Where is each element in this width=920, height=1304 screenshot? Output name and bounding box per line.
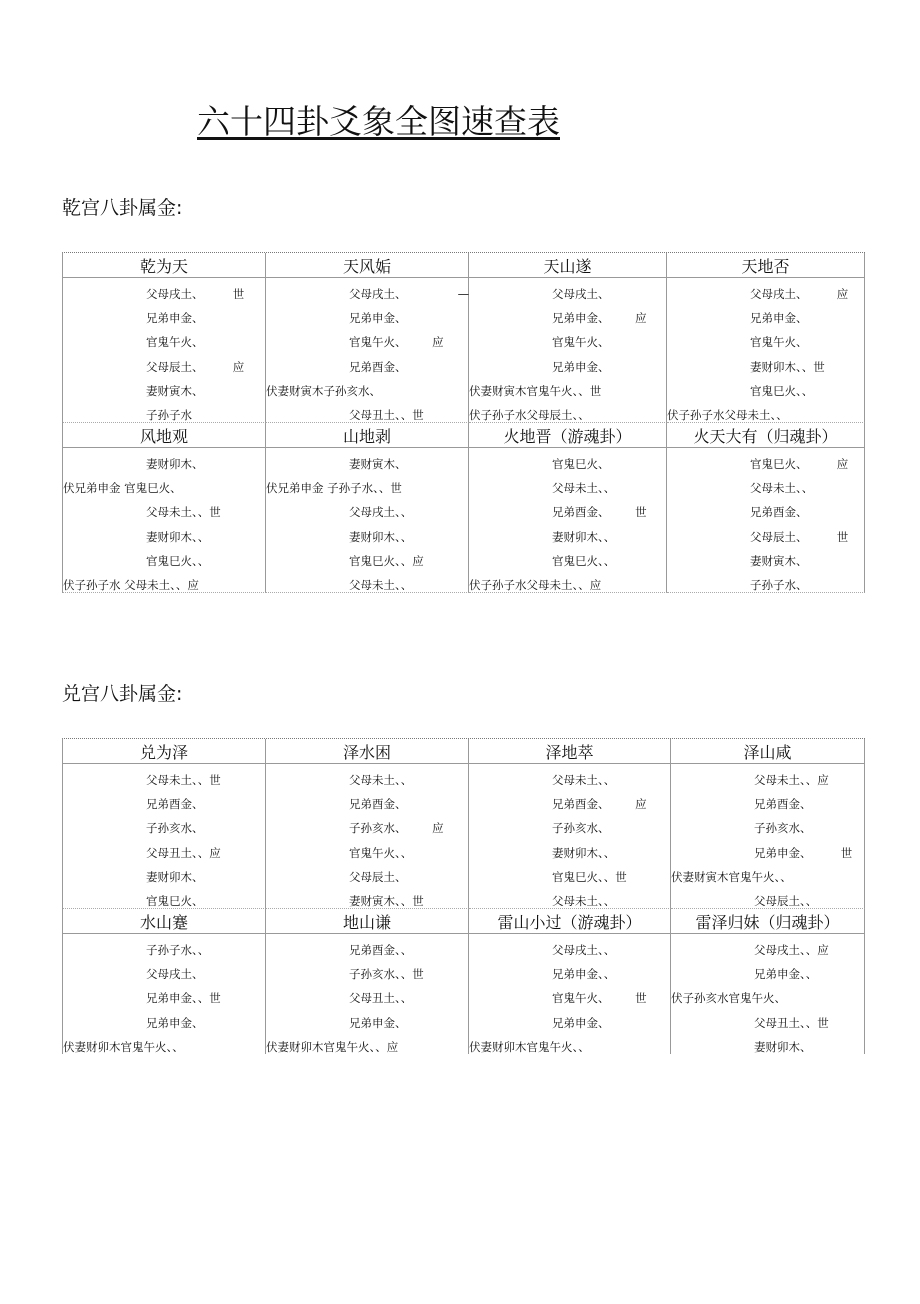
hexagram-lines [266,934,469,1054]
yao-line: 父母戌土、 [552,287,610,301]
yao-line: 子孙亥水、 [146,821,204,836]
yao-line: 兄弟申金、、 [754,967,818,982]
yao-line: 伏子孙亥水官鬼午火、 [671,991,786,1006]
hexagram-lines [469,764,671,909]
yao-line: 妻财寅木、 [349,457,407,471]
yao-line: 兄弟申金、 [146,311,204,326]
yao-line: 妻财卯木、、 [552,529,616,544]
hexagram-header-row [63,253,865,278]
yao-line: 父母未土、、 [552,481,616,496]
hexagram-name: 火地晋（游魂卦） [469,423,667,448]
yao-line: 兄弟酉金、 [146,797,204,812]
yao-line: 父母戌土、 应 [750,287,849,301]
yao-line: 父母未土、、 [552,773,616,787]
yao-line: 妻财卯木、、 [552,845,616,860]
yao-line: 妻财卯木、 [754,1039,812,1054]
hexagram-name: 雷山小过（游魂卦） [469,909,671,934]
page-title: 六十四卦爻象全图速查表 [197,102,560,141]
yao-line: 伏子孙子水父母辰土、、 [469,407,590,422]
yao-line: 官鬼午火、 应 [349,335,444,350]
yao-line: 父母未土、、应 [754,773,829,787]
hexagram-lines-row [63,764,865,909]
yao-line: 兄弟申金、 [146,1015,204,1030]
yao-line: 父母辰土、 [349,869,407,884]
hexagram-name: 火天大有（归魂卦） [667,423,865,448]
yao-line: 兄弟酉金、 [754,797,812,812]
hexagram-name: 地山谦 [266,909,469,934]
yao-line: 伏兄弟申金 子孙子水、、世 [266,481,402,496]
yao-line: 妻财卯木、、 [146,529,210,544]
yao-line: 伏子孙子水父母未土、、应 [469,577,602,592]
hexagram-name: 天风姤 [266,253,469,278]
yao-line: 兄弟申金、、世 [146,991,221,1006]
yao-line: 妻财卯木、、世 [750,359,825,374]
yao-line: 子孙子水、、 [146,943,210,957]
yao-line: 官鬼午火、 [750,335,808,350]
yao-line: 兄弟申金、 [552,1015,610,1030]
hexagram-name: 雷泽归妹（归魂卦） [671,909,865,934]
yao-line: 父母丑土、、世 [754,1015,829,1030]
yao-line: 伏子孙子水 父母未土、、应 [63,577,199,592]
qian-palace-table [62,252,865,593]
yao-line: 兄弟申金、 应 [552,311,647,326]
yao-line: 子孙子水、 [750,577,808,592]
yao-line: 官鬼巳火、、应 [349,553,424,568]
yao-line: 父母戌土、 — [349,287,470,301]
yao-line: 子孙亥水、 [754,821,812,836]
yao-line: 父母戌土、、应 [754,943,829,957]
yao-line: 父母戌土、、 [552,943,616,957]
hexagram-lines [671,764,865,909]
yao-line: 父母未土、、世 [146,773,221,787]
yao-line: 兄弟酉金、、 [349,943,413,957]
yao-line: 父母未土、、世 [146,505,221,520]
hexagram-name: 兑为泽 [63,739,266,764]
yao-line: 兄弟酉金、 世 [552,505,647,520]
hexagram-name: 山地剥 [266,423,469,448]
hexagram-lines [469,934,671,1054]
yao-line: 父母戌土、 [146,967,204,982]
yao-line: 官鬼午火、 [146,335,204,350]
yao-line: 父母戌土、 世 [146,287,245,301]
hexagram-name: 泽山咸 [671,739,865,764]
yao-line: 官鬼午火、、 [349,845,413,860]
hexagram-name: 泽地萃 [469,739,671,764]
hexagram-lines [469,278,667,423]
yao-line: 伏妻财寅木官鬼午火、、 [671,869,792,884]
yao-line: 官鬼午火、 [552,335,610,350]
hexagram-lines-row [63,934,865,1054]
hexagram-header-row [63,909,865,934]
yao-line: 父母辰土、 世 [750,529,849,544]
hexagram-header-row [63,423,865,448]
yao-line: 父母未土、、 [349,577,413,592]
dui-palace-table [62,738,865,1054]
hexagram-name: 乾为天 [63,253,266,278]
yao-line: 父母丑土、、世 [349,407,424,422]
yao-line: 兄弟酉金、 [349,359,407,374]
yao-line: 兄弟申金、、 [552,967,616,982]
yao-line: 伏妻财卯木官鬼午火、、 [63,1039,184,1054]
yao-line: 父母辰土、、 [754,893,818,908]
yao-line: 伏妻财寅木子孙亥水、 [266,383,381,398]
hexagram-lines [63,448,266,593]
yao-line: 官鬼巳火、、世 [552,869,627,884]
yao-line: 妻财卯木、 [146,869,204,884]
yao-line: 兄弟酉金、 [750,505,808,520]
yao-line: 伏兄弟申金 官鬼巳火、 [63,481,182,496]
yao-line: 父母丑土、、应 [146,845,221,860]
yao-line: 父母戌土、、 [349,505,413,520]
hexagram-lines [266,278,469,423]
yao-line: 官鬼巳火、 应 [750,457,849,471]
yao-line: 伏妻财卯木官鬼午火、、 [469,1039,590,1054]
hexagram-lines [63,278,266,423]
hexagram-name: 泽水困 [266,739,469,764]
hexagram-name: 风地观 [63,423,266,448]
yao-line: 官鬼巳火、、 [146,553,210,568]
yao-line: 伏子孙子水父母未土、、 [667,407,788,422]
hexagram-name: 水山蹇 [63,909,266,934]
hexagram-lines [63,764,266,909]
yao-line: 子孙亥水、 应 [349,821,444,836]
hexagram-lines [667,448,865,593]
yao-line: 兄弟申金、 [552,359,610,374]
yao-line: 官鬼巳火、、 [552,553,616,568]
yao-line: 官鬼午火、 世 [552,991,647,1006]
yao-line: 妻财卯木、 [146,457,204,471]
yao-line: 兄弟申金、 世 [754,845,853,860]
section-heading-dui: 兑宫八卦属金: [62,683,183,705]
yao-line: 兄弟酉金、 [349,797,407,812]
yao-line: 父母未土、、 [552,893,616,908]
yao-line: 父母辰土、 应 [146,359,245,374]
yao-line: 父母未土、、 [349,773,413,787]
yao-line: 伏妻财卯木官鬼午火、、应 [266,1039,399,1054]
hexagram-lines [671,934,865,1054]
yao-line: 父母未土、、 [750,481,814,496]
yao-line: 子孙亥水、 [552,821,610,836]
hexagram-lines [266,448,469,593]
yao-line: 妻财寅木、 [146,383,204,398]
yao-line: 兄弟申金、 [349,311,407,326]
yao-line: 兄弟申金、 [349,1015,407,1030]
hexagram-lines [469,448,667,593]
hexagram-lines [63,934,266,1054]
yao-line: 子孙子水 [146,407,192,422]
yao-line: 父母丑土、、 [349,991,413,1006]
yao-line: 妻财寅木、 [750,553,808,568]
hexagram-lines-row [63,278,865,423]
yao-line: 妻财寅木、、世 [349,893,424,908]
yao-line: 官鬼巳火、、 [750,383,814,398]
hexagram-name: 天地否 [667,253,865,278]
hexagram-header-row [63,739,865,764]
yao-line: 妻财卯木、、 [349,529,413,544]
yao-line: 官鬼巳火、 [146,893,204,908]
yao-line: 官鬼巳火、 [552,457,610,471]
yao-line: 子孙亥水、、世 [349,967,424,982]
hexagram-name: 天山遂 [469,253,667,278]
yao-line: 伏妻财寅木官鬼午火、、世 [469,383,602,398]
section-heading-qian: 乾宫八卦属金: [62,197,183,219]
hexagram-lines [266,764,469,909]
hexagram-lines [667,278,865,423]
hexagram-lines-row [63,448,865,593]
yao-line: 兄弟酉金、 应 [552,797,647,812]
yao-line: 兄弟申金、 [750,311,808,326]
